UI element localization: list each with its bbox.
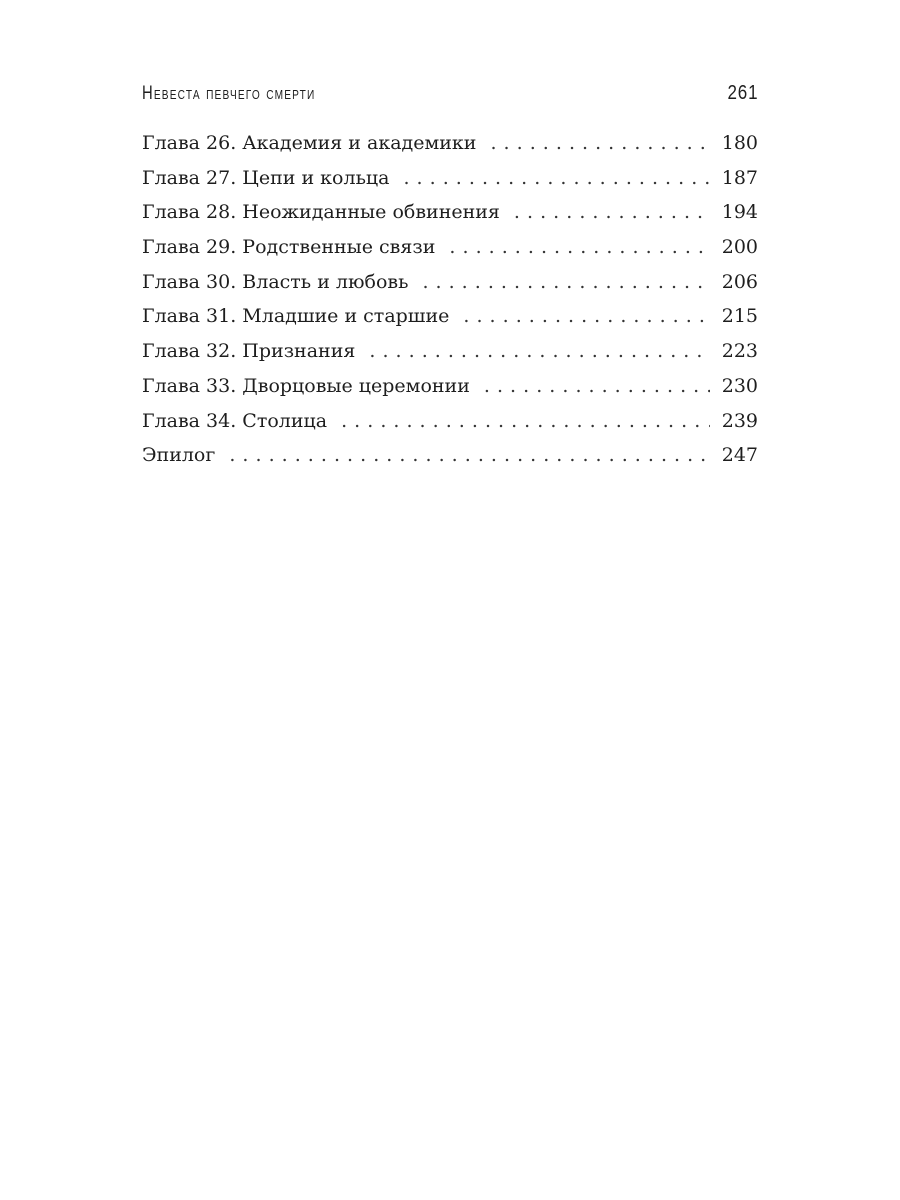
toc-entry-page: 180 [721, 132, 758, 154]
toc-entry-title: Глава 26. Академия и академики [142, 132, 477, 154]
toc-entry[interactable] [142, 305, 758, 340]
toc-entry-page: 200 [721, 236, 758, 259]
toc-entry-title: Глава 31. Младшие и старшие [142, 305, 450, 328]
toc-entry-page: 247 [721, 444, 758, 467]
toc-entry[interactable] [142, 167, 758, 202]
dot-leader [422, 271, 709, 293]
toc-entry-title: Эпилог [142, 444, 216, 467]
toc-entry-page: 230 [721, 374, 758, 397]
table-of-contents [142, 132, 758, 479]
dot-leader [369, 340, 709, 362]
toc-entry[interactable] [142, 132, 758, 167]
toc-entry[interactable] [142, 410, 758, 445]
dot-leader [341, 410, 710, 432]
dot-leader [490, 132, 709, 154]
toc-entry[interactable] [142, 201, 758, 236]
dot-leader [484, 375, 710, 397]
toc-entry[interactable] [142, 340, 758, 375]
page-number: 261 [727, 82, 758, 104]
dot-leader [229, 444, 709, 466]
dot-leader [449, 236, 709, 258]
toc-entry-title: Глава 32. Признания [142, 340, 356, 363]
running-header [142, 82, 758, 112]
dot-leader [463, 305, 709, 327]
toc-entry-title: Глава 30. Власть и любовь [142, 270, 409, 293]
toc-entry-title: Глава 28. Неожиданные обвинения [142, 201, 500, 224]
toc-entry-title: Глава 33. Дворцовые церемонии [142, 374, 470, 397]
toc-entry-title: Глава 29. Родственные связи [142, 236, 436, 259]
toc-entry-page: 239 [721, 409, 758, 432]
toc-entry[interactable] [142, 271, 758, 306]
toc-entry-page: 215 [721, 305, 758, 328]
toc-entry-title: Глава 34. Столица [142, 409, 328, 432]
toc-entry-page: 223 [721, 340, 758, 363]
toc-entry[interactable] [142, 444, 758, 479]
dot-leader [514, 201, 710, 223]
book-title: Невеста певчего смерти [142, 83, 316, 104]
toc-entry-page: 194 [721, 201, 758, 224]
toc-entry-page: 187 [721, 166, 758, 189]
toc-entry[interactable] [142, 375, 758, 410]
toc-entry-page: 206 [721, 270, 758, 293]
dot-leader [403, 167, 709, 189]
toc-entry-title: Глава 27. Цепи и кольца [142, 166, 390, 189]
toc-entry[interactable] [142, 236, 758, 271]
